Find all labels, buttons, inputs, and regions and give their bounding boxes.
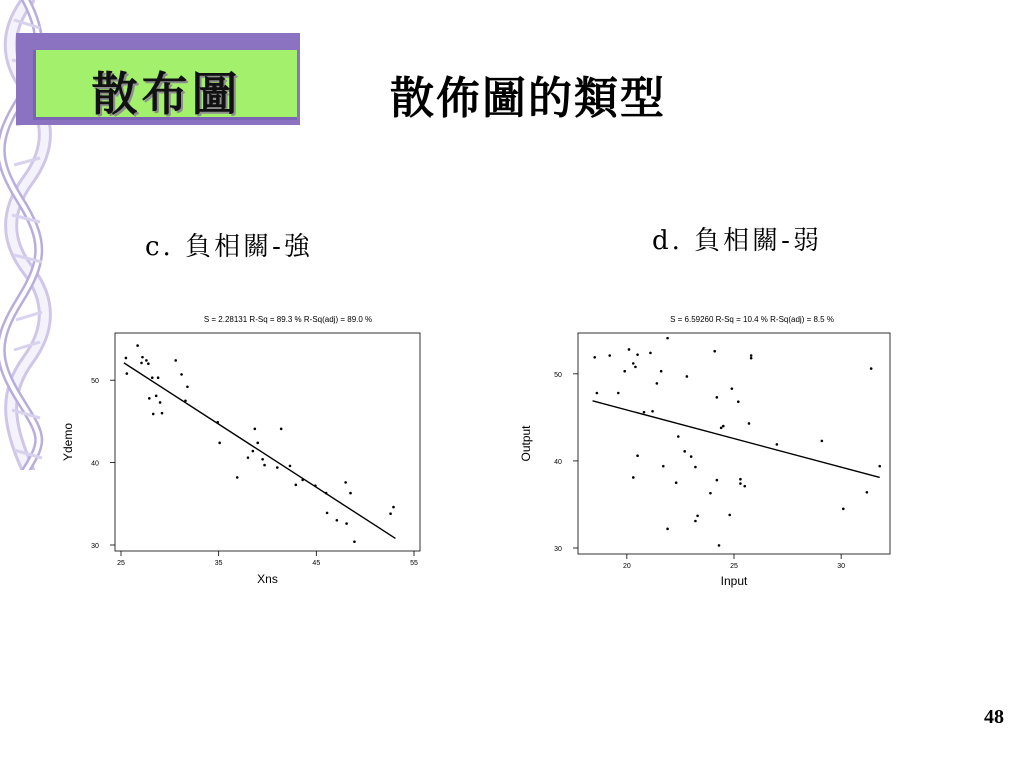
data-point [632,362,635,365]
data-point [743,485,746,488]
stats-line: S = 6.59260 R-Sq = 10.4 % R-Sq(adj) = 8.5 % [670,315,834,324]
data-point [148,397,151,400]
data-point [675,481,678,484]
data-point [161,412,164,415]
regression-line [124,363,396,539]
x-axis-label: Xns [257,572,278,586]
data-point [125,357,128,360]
data-point [136,344,139,347]
y-axis-label: Output [519,425,533,462]
title-badge [33,50,297,120]
data-point [718,544,721,547]
data-point [690,455,693,458]
y-tick-label: 40 [91,460,99,468]
data-point [617,392,620,395]
x-tick-label: 25 [117,560,125,567]
data-point [677,435,680,438]
data-point [666,528,669,531]
data-point [716,396,719,399]
plot-frame [578,333,890,554]
data-point [353,540,356,543]
data-point [656,382,659,385]
data-point [739,482,742,485]
x-tick-label: 30 [837,563,846,570]
data-point [147,362,150,365]
data-point [159,401,162,404]
data-point [184,400,187,403]
y-tick-label: 40 [554,458,562,466]
data-point [649,352,652,355]
y-tick-label: 30 [554,546,562,553]
data-point [141,356,144,359]
data-point [155,395,158,398]
data-point [666,337,669,340]
data-point [776,443,779,446]
chart-c [61,315,420,586]
y-tick-label: 30 [91,543,99,550]
x-tick-label: 45 [312,560,321,567]
data-point [632,476,635,479]
data-point [636,454,639,457]
data-point [737,400,740,403]
y-tick-label: 50 [554,371,562,379]
x-axis-label: Input [720,574,748,588]
caption-d: d. 負相關-弱 [652,226,822,256]
data-point [634,366,637,369]
data-point [821,440,824,443]
plot-frame [115,333,420,551]
data-point [596,392,599,395]
data-point [696,514,699,517]
data-point [256,442,259,445]
chart-d [519,315,890,588]
data-point [392,506,395,509]
data-point [151,376,154,379]
data-point [750,354,753,357]
data-point [252,450,255,453]
data-point [709,492,712,495]
data-point [643,411,646,414]
data-point [731,387,734,390]
data-point [295,484,298,487]
x-tick-label: 20 [622,563,631,570]
data-point [628,348,631,351]
x-tick-label: 35 [214,560,223,567]
data-point [593,356,596,359]
data-point [683,450,686,453]
data-point [325,492,328,495]
data-point [254,428,257,431]
data-point [389,512,392,515]
data-point [218,442,221,445]
data-point [301,479,304,482]
page-title: 散佈圖的類型 [390,73,666,124]
x-tick-label: 25 [730,563,738,570]
data-point [870,367,873,370]
data-point [276,466,279,469]
stats-line: S = 2.28131 R-Sq = 89.3 % R-Sq(adj) = 89.0 % [203,315,373,324]
data-point [280,428,283,431]
data-point [722,425,725,428]
caption-c: c. 負相關-強 [145,232,313,262]
data-point [651,410,654,413]
y-axis-label: Ydemo [61,422,75,462]
data-point [345,522,348,525]
data-point [216,421,219,424]
data-point [623,370,626,373]
data-point [713,350,716,353]
data-point [261,458,264,461]
data-point [314,484,317,487]
data-point [152,413,155,416]
data-point [878,465,881,468]
data-point [336,519,339,522]
data-point [174,359,177,362]
data-point [842,508,845,511]
data-point [694,466,697,469]
data-point [263,464,266,467]
data-point [236,476,239,479]
data-point [739,478,742,481]
data-point [186,385,189,388]
data-point [686,375,689,378]
data-point [636,353,639,356]
data-point [660,370,663,373]
data-point [326,512,329,515]
data-point [694,520,697,523]
y-tick-label: 50 [91,378,99,386]
badge-label: 散布圖 [91,67,242,121]
data-point [662,465,665,468]
data-point [716,479,719,482]
data-point [344,481,347,484]
data-point [866,491,869,494]
data-point [728,514,731,517]
data-point [289,465,292,468]
data-point [180,373,183,376]
data-point [748,422,751,425]
data-point [247,456,250,459]
data-point [349,492,352,495]
data-point [608,354,611,357]
data-point [145,359,148,362]
data-point [750,357,753,360]
data-point [720,427,723,430]
data-point [126,372,129,375]
page-number: 48 [984,706,1004,728]
data-point [157,376,160,379]
data-point [140,362,143,365]
x-tick-label: 55 [410,560,418,567]
regression-line [593,401,880,478]
